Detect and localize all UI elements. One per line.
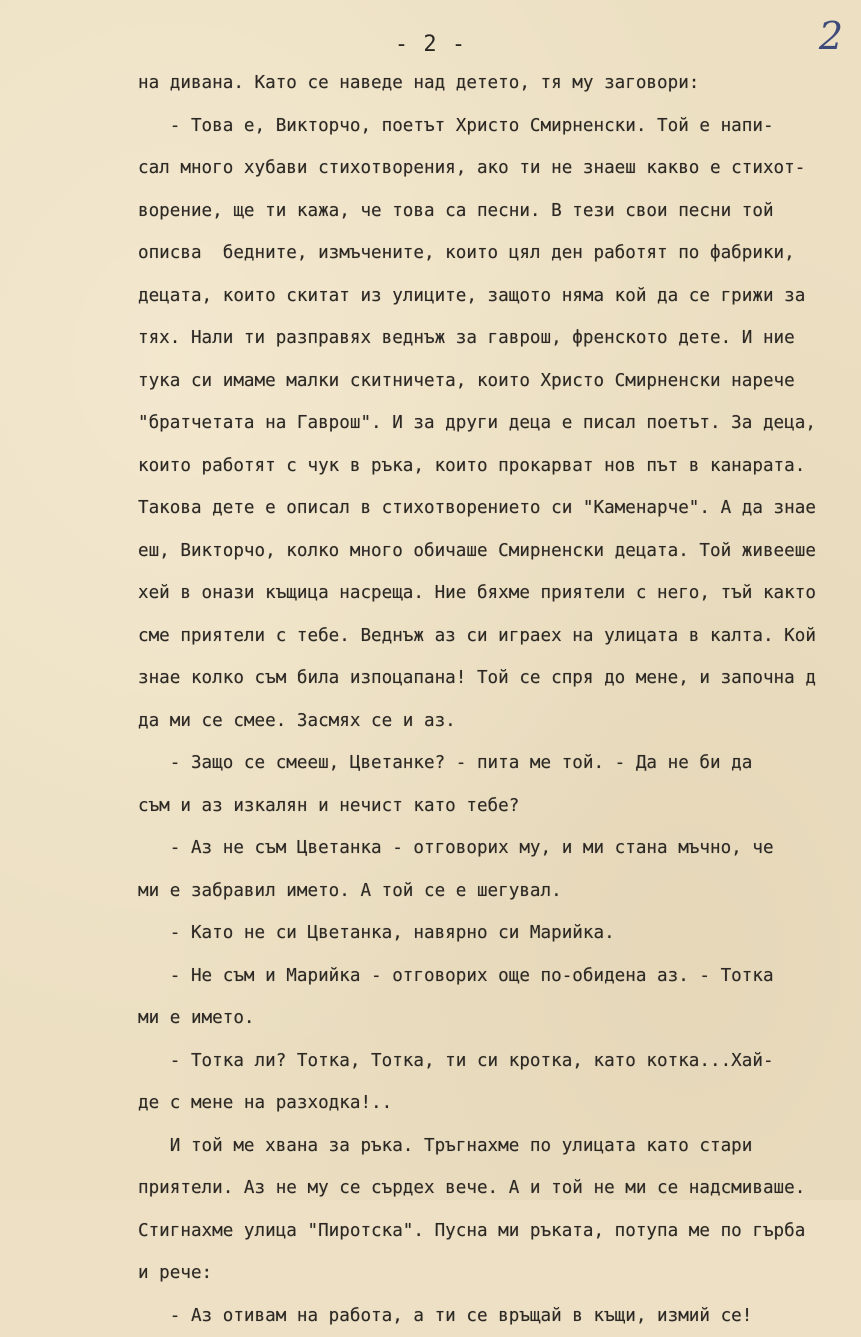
text-line: децата, които скитат из улиците, защото няма кой да се грижи за bbox=[138, 275, 861, 318]
text-line: съм и аз изкалян и нечист като тебе? bbox=[138, 785, 861, 828]
text-line: ми е името. bbox=[138, 997, 861, 1040]
text-line: описва бедните, измъчените, които цял ден работят по фабрики, bbox=[138, 232, 861, 275]
text-line: - Това е, Викторчо, поетът Христо Смирненски. Той е напи- bbox=[138, 105, 861, 148]
text-line: де с мене на разходка!.. bbox=[138, 1082, 861, 1125]
text-line: - Аз не съм Цветанка - отговорих му, и ми стана мъчно, че bbox=[138, 827, 861, 870]
text-line: на дивана. Като се наведе над детето, тя му заговори: bbox=[138, 62, 861, 105]
handwritten-page-number: 2 bbox=[819, 14, 843, 58]
text-line: приятели. Аз не му се сърдех вече. А и той не ми се надсмиваше. bbox=[138, 1167, 861, 1210]
text-line: ворение, ще ти кажа, че това са песни. В тези свои песни той bbox=[138, 190, 861, 233]
text-line: тука си имаме малки скитничета, които Христо Смирненски нарече bbox=[138, 360, 861, 403]
page-number: - 2 - bbox=[0, 32, 861, 57]
text-line: - Тотка ли? Тотка, Тотка, ти си кротка, като котка...Хай- bbox=[138, 1040, 861, 1083]
document-body bbox=[138, 62, 861, 1337]
text-line: Такова дете е описал в стихотворението си "Каменарче". А да знае bbox=[138, 487, 861, 530]
text-line: сме приятели с тебе. Веднъж аз си играех на улицата в калта. Кой bbox=[138, 615, 861, 658]
text-line: "братчетата на Гаврош". И за други деца е писал поетът. За деца, bbox=[138, 402, 861, 445]
text-line: тях. Нали ти разправях веднъж за гаврош, френското дете. И ние bbox=[138, 317, 861, 360]
text-line: да ми се смее. Засмях се и аз. bbox=[138, 700, 861, 743]
text-line: Стигнахме улица "Пиротска". Пусна ми ръката, потупа ме по гърба bbox=[138, 1210, 861, 1253]
text-line: И той ме хвана за ръка. Тръгнахме по улицата като стари bbox=[138, 1125, 861, 1168]
text-line: - Аз отивам на работа, а ти се връщай в къщи, измий се! bbox=[138, 1295, 861, 1337]
text-line: еш, Викторчо, колко много обичаше Смирненски децата. Той живееше bbox=[138, 530, 861, 573]
text-line: които работят с чук в ръка, които прокарват нов път в канарата. bbox=[138, 445, 861, 488]
text-line: и рече: bbox=[138, 1252, 861, 1295]
text-line: хей в онази къщица насреща. Ние бяхме приятели с него, тъй както bbox=[138, 572, 861, 615]
text-line: сал много хубави стихотворения, ако ти не знаеш какво е стихот- bbox=[138, 147, 861, 190]
text-line: - Защо се смееш, Цветанке? - пита ме той. - Да не би да bbox=[138, 742, 861, 785]
text-line: знае колко съм била изпоцапана! Той се спря до мене, и започна д bbox=[138, 657, 861, 700]
text-line: - Не съм и Марийка - отговорих още по-обидена аз. - Тотка bbox=[138, 955, 861, 998]
text-line: - Като не си Цветанка, навярно си Марийка. bbox=[138, 912, 861, 955]
text-line: ми е забравил името. А той се е шегувал. bbox=[138, 870, 861, 913]
